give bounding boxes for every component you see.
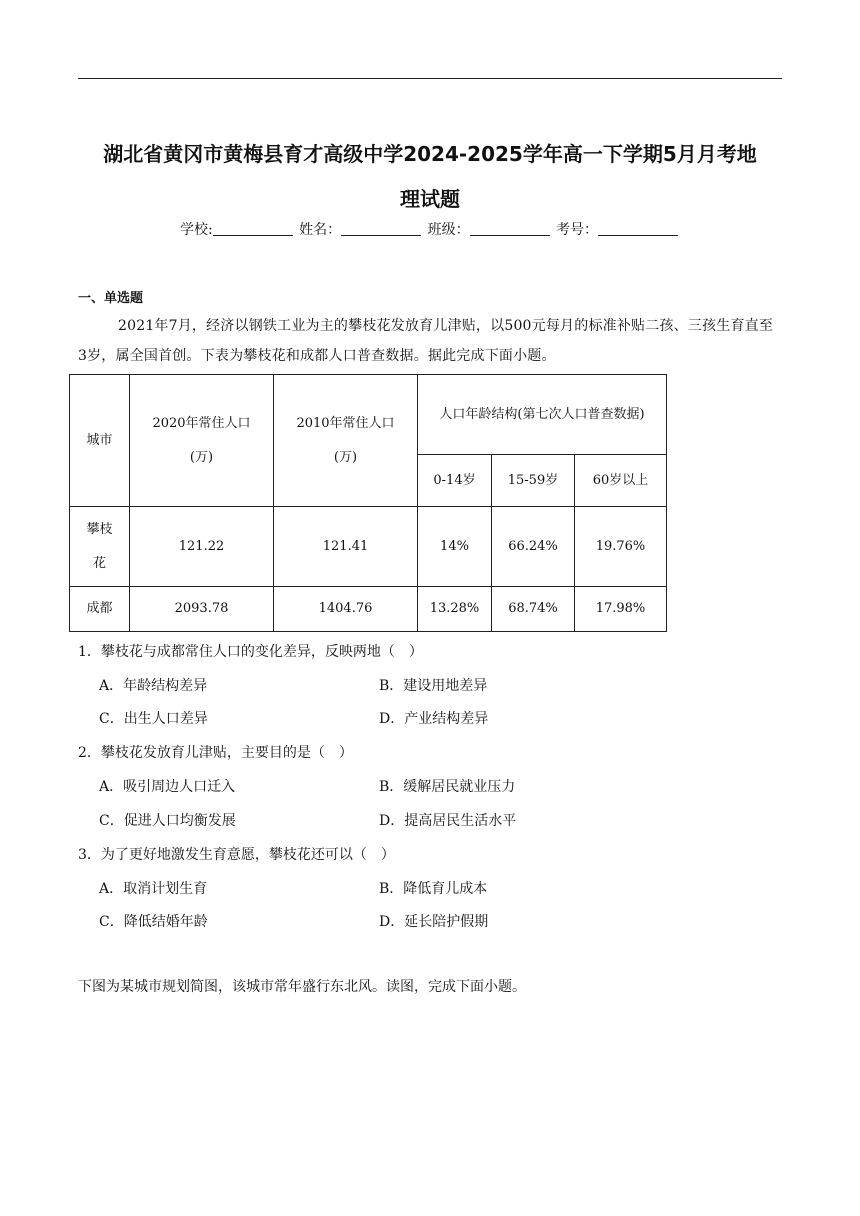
question-1-option-c[interactable]: C．出生人口差异 — [99, 711, 208, 727]
number-blank[interactable] — [598, 223, 678, 236]
city-cell: 成都 — [70, 587, 130, 632]
question-2-stem: 2．攀枝花发放育儿津贴，主要目的是（ ） — [78, 745, 353, 761]
name-blank[interactable] — [341, 223, 421, 236]
age-0-14-cell: 14% — [418, 507, 492, 587]
name-label: 姓名： — [299, 222, 342, 238]
header-15-59: 15-59岁 — [492, 455, 575, 507]
age-60-plus-cell: 17.98% — [575, 587, 667, 632]
question-1-option-d[interactable]: D．产业结构差异 — [379, 711, 489, 727]
question-3-option-c[interactable]: C．降低结婚年龄 — [99, 914, 208, 930]
class-blank[interactable] — [470, 223, 550, 236]
next-question-intro: 下图为某城市规划简图，该城市常年盛行东北风。读图，完成下面小题。 — [78, 979, 526, 995]
header-60-plus: 60岁以上 — [575, 455, 667, 507]
question-3-option-a[interactable]: A．取消计划生育 — [99, 881, 208, 897]
age-0-14-cell: 13.28% — [418, 587, 492, 632]
header-age-structure: 人口年龄结构(第七次人口普查数据) — [418, 375, 667, 455]
header-2020: 2020年常住人口(万) — [130, 375, 274, 507]
question-1-stem: 1．攀枝花与成都常住人口的变化差异，反映两地（ ） — [78, 644, 423, 660]
class-label: 班级： — [427, 222, 470, 238]
student-info-line — [0, 219, 860, 239]
header-2010: 2010年常住人口(万) — [274, 375, 418, 507]
question-3-stem: 3．为了更好地激发生育意愿，攀枝花还可以（ ） — [78, 847, 395, 863]
question-3-option-b[interactable]: B．降低育儿成本 — [379, 881, 488, 897]
header-0-14: 0-14岁 — [418, 455, 492, 507]
section-title: 一、单选题 — [78, 291, 144, 306]
question-1-option-a[interactable]: A．年龄结构差异 — [99, 678, 208, 694]
page-title-line-1: 湖北省黄冈市黄梅县育才高级中学2024-2025学年高一下学期5月月考地 — [103, 142, 757, 166]
question-2-option-b[interactable]: B．缓解居民就业压力 — [379, 779, 516, 795]
table-row — [70, 587, 667, 632]
number-label: 考号： — [556, 222, 599, 238]
question-3-option-d[interactable]: D．延长陪护假期 — [379, 914, 489, 930]
population-table — [69, 374, 667, 632]
pop-2010-cell: 1404.76 — [274, 587, 418, 632]
table-row — [70, 507, 667, 587]
header-rule — [78, 78, 782, 79]
question-2-option-c[interactable]: C．促进人口均衡发展 — [99, 813, 236, 829]
pop-2020-cell: 121.22 — [130, 507, 274, 587]
school-blank[interactable] — [213, 223, 293, 236]
age-15-59-cell: 68.74% — [492, 587, 575, 632]
question-2-option-a[interactable]: A．吸引周边人口迁入 — [99, 779, 236, 795]
question-1-option-b[interactable]: B．建设用地差异 — [379, 678, 488, 694]
age-15-59-cell: 66.24% — [492, 507, 575, 587]
header-city: 城市 — [70, 375, 130, 507]
intro-paragraph: 2021年7月，经济以钢铁工业为主的攀枝花发放育儿津贴，以500元每月的标准补贴二孩、三孩生育直至3岁，属全国首创。下表为攀枝花和成都人口普查数据。据此完成下面小题。 — [78, 318, 774, 364]
page-title-line-2: 理试题 — [400, 187, 460, 211]
question-2-option-d[interactable]: D．提高居民生活水平 — [379, 813, 517, 829]
pop-2020-cell: 2093.78 — [130, 587, 274, 632]
pop-2010-cell: 121.41 — [274, 507, 418, 587]
school-label: 学校: — [179, 222, 213, 238]
city-cell: 攀枝花 — [70, 507, 130, 587]
age-60-plus-cell: 19.76% — [575, 507, 667, 587]
